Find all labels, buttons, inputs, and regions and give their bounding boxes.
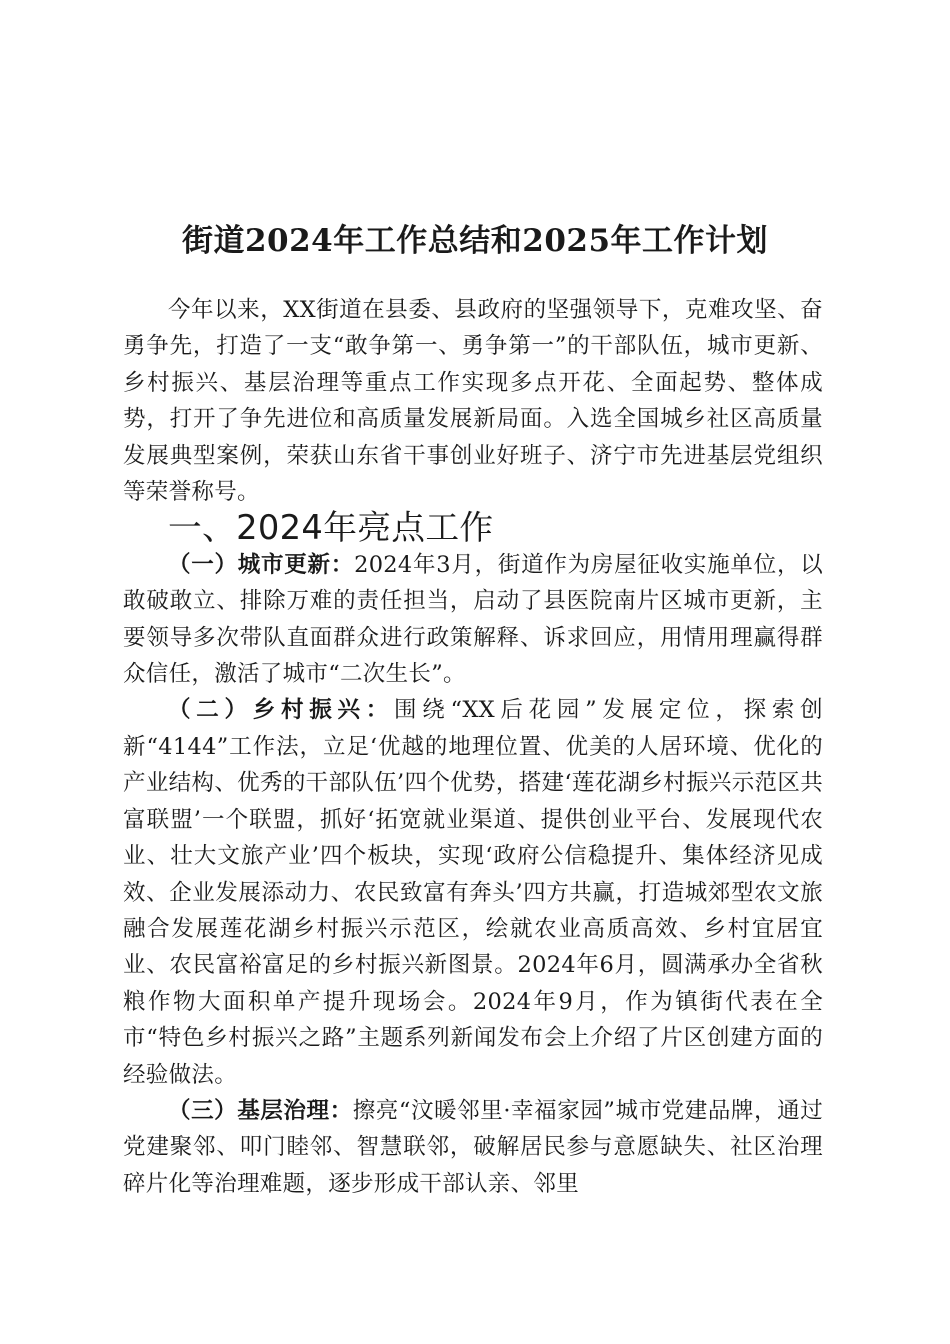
document-body [123,292,823,1202]
item-lead-rural-revitalization: （二）乡村振兴： [168,697,395,724]
item-text-rural-revitalization: 围绕“XX后花园”发展定位，探索创新“4144”工作法，立足‘优越的地理位置、优美的人居环境、优化的产业结构、优秀的干部队伍’四个优势，搭建‘莲花湖乡村振兴示范区共富联盟’一个联盟，抓好‘拓宽就业渠道、提供创业平台、发展现代农业、壮大文旅产业’四个板块，实现‘政府公信稳提升、集体经济见成效、企业发展添动力、农民致富有奔头’四方共赢，打造城郊型农文旅融合发展莲花湖乡村振兴示范区，绘就农业高质高效、乡村宜居宜业、农民富裕富足的乡村振兴新图景。2024年6月，圆满承办全省秋粮作物大面积单产提升现场会。2024年9月，作为镇街代表在全市“特色乡村振兴之路”主题系列新闻发布会上介绍了片区创建方面的经验做法。 [123,697,823,1088]
item-urban-renewal [123,547,823,693]
document-title: 街道2024年工作总结和2025年工作计划 [181,222,769,259]
section-heading-highlights: 一、2024年亮点工作 [168,508,494,548]
intro-paragraph: 今年以来，XX街道在县委、县政府的坚强领导下，克难攻坚、奋勇争先，打造了一支“敢争第一、勇争第一”的干部队伍，城市更新、乡村振兴、基层治理等重点工作实现多点开花、全面起势、整体成势，打开了争先进位和高质量发展新局面。入选全国城乡社区高质量发展典型案例，荣获山东省干事创业好班子、济宁市先进基层党组织等荣誉称号。 [123,297,823,506]
item-lead-grassroots-governance: （三）基层治理： [168,1097,353,1124]
item-text-grassroots-governance: 擦亮“汶暖邻里·幸福家园”城市党建品牌，通过党建聚邻、叩门睦邻、智慧联邻，破解居民参与意愿缺失、社区治理碎片化等治理难题，逐步形成干部认亲、邻里 [123,1097,823,1197]
item-lead-urban-renewal: （一）城市更新： [168,551,355,578]
item-rural-revitalization [123,692,823,1092]
item-text-urban-renewal: 2024年3月，街道作为房屋征收实施单位，以敢破敢立、排除万难的责任担当，启动了县医院南片区城市更新，主要领导多次带队直面群众进行政策解释、诉求回应，用情用理赢得群众信任，激活了城市“二次生长”。 [123,551,823,688]
item-grassroots-governance [123,1093,823,1202]
